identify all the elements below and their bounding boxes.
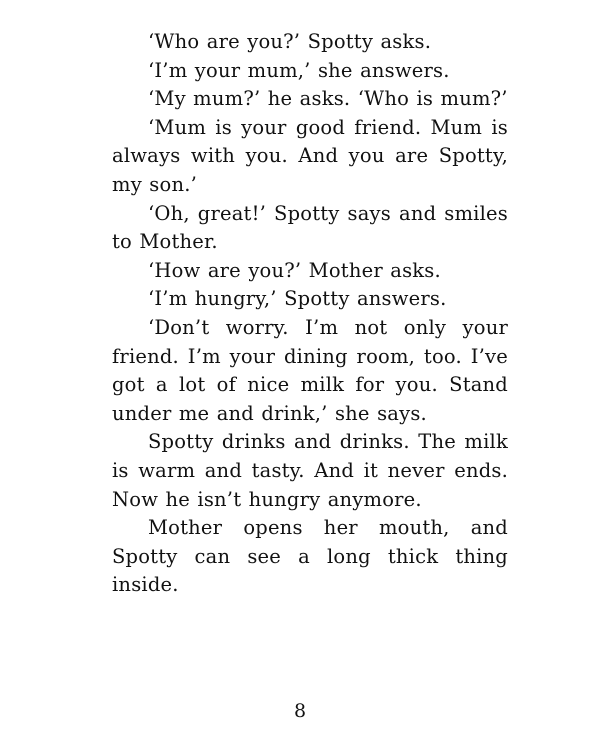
paragraph-1: ‘Who are you?’ Spotty asks. [148,30,432,53]
paragraph-3: ‘My mum?’ he asks. ‘Who is mum?’ [148,87,508,111]
page-text [112,28,508,600]
page-number: 8 [293,700,307,722]
paragraph-6: ‘How are you?’ Mother asks. [148,258,441,282]
paragraph-2: ‘I’m your mum,’ she answers. [148,58,450,82]
paragraph-4: ‘Mum is your good friend. Mum is always with you. And you are Spotty, my son.’ [112,115,508,196]
paragraph-10: Mother opens her mouth, and Spotty can see a long thick thing inside. [112,516,508,597]
paragraph-7: ‘I’m hungry,’ Spotty answers. [148,287,447,311]
paragraph-9: Spotty drinks and drinks. The milk is warm and tasty. And it never ends. Now he isn’t hungry anymore. [112,430,508,511]
paragraph-8: ‘Don’t worry. I’m not only your friend. I’m your dining room, too. I’ve got a lot of nice milk for you. Stand under me and drink,’ she says. [112,315,508,425]
paragraph-5: ‘Oh, great!’ Spotty says and smiles to Mother. [112,201,508,254]
